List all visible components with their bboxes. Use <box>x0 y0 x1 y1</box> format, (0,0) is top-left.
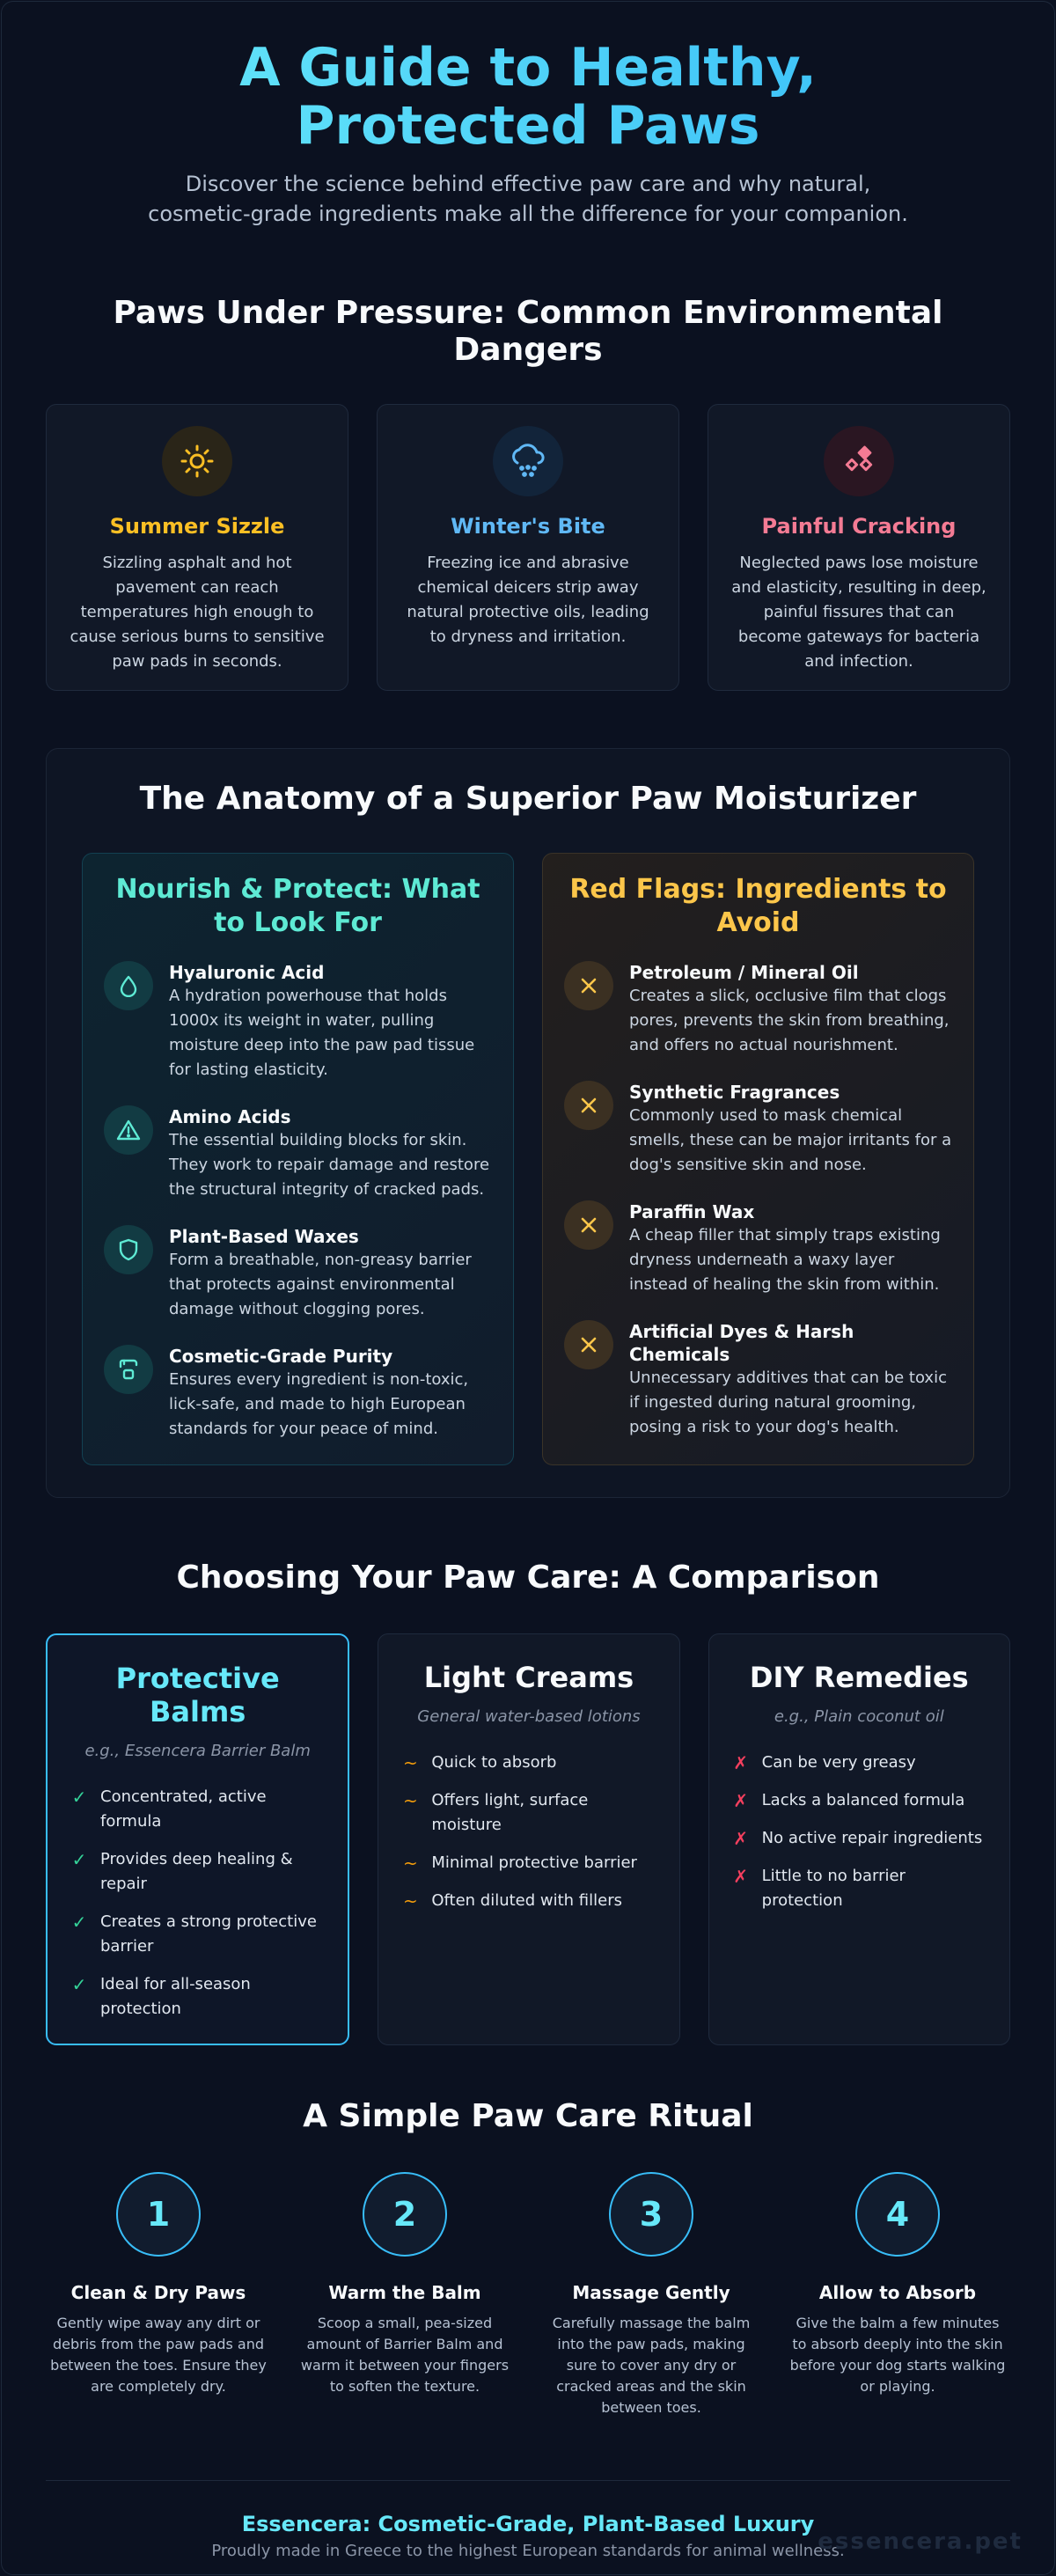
step-title: Warm the Balm <box>328 2282 481 2303</box>
check-icon: ✓ <box>71 1849 87 1870</box>
list-item-text: Often diluted with fillers <box>431 1891 622 1910</box>
list-item-text: Creates a strong protective barrier <box>100 1912 317 1956</box>
good-ingredients-title: Nourish & Protect: What to Look For <box>115 874 480 938</box>
list-item <box>70 1847 325 1897</box>
ingredient-name: Petroleum / Mineral Oil <box>629 962 859 983</box>
ingredient-item <box>104 1345 492 1442</box>
ingredient-text: Commonly used to mask chemical smells, these can be major irritants for a dog's sensitive skin and nose. <box>629 1106 952 1174</box>
ingredient-text: A cheap filler that simply traps existing dryness underneath a waxy layer instead of healing the skin from within. <box>629 1226 941 1294</box>
ingredient-text: Creates a slick, occlusive film that clogs pores, prevents the skin from breathing, and offers no actual nourishment. <box>629 987 950 1054</box>
ritual-step <box>785 2172 1010 2418</box>
step-text: Give the balm a few minutes to absorb deeply into the skin before your dog starts walking or playing. <box>789 2315 1006 2395</box>
danger-card-cracking <box>708 404 1010 691</box>
shield-icon <box>104 1225 153 1274</box>
page-title: A Guide to Healthy, Protected Paws <box>88 39 968 155</box>
x-icon <box>564 1200 613 1250</box>
comparison-card-title: DIY Remedies <box>749 1661 969 1694</box>
x-icon <box>564 961 613 1010</box>
comparison-card-title: Light Creams <box>423 1661 634 1694</box>
list-item <box>401 1750 656 1775</box>
page-header <box>2 2 1054 229</box>
step-number: 1 <box>116 2172 201 2257</box>
infographic-page <box>1 1 1055 2575</box>
step-title: Clean & Dry Paws <box>70 2282 246 2303</box>
cross-icon: ✗ <box>733 1752 749 1773</box>
anatomy-section-title: The Anatomy of a Superior Paw Moisturizer <box>139 781 917 817</box>
ingredient-text: Unnecessary additives that can be toxic if ingested during natural grooming, posing a risk to your dog's health. <box>629 1369 947 1436</box>
comparison-card-example: General water-based lotions <box>417 1707 641 1726</box>
comparison-card-diy <box>708 1633 1010 2045</box>
danger-card-summer <box>46 404 348 691</box>
danger-card-winter <box>377 404 679 691</box>
list-item-text: Little to no barrier protection <box>761 1867 906 1910</box>
danger-title: Summer Sizzle <box>109 514 285 539</box>
ingredient-text: The essential building blocks for skin. They work to repair damage and restore the structural integrity of cracked pads. <box>169 1131 490 1199</box>
danger-title: Painful Cracking <box>761 514 957 539</box>
comparison-card-example: e.g., Essencera Barrier Balm <box>84 1742 311 1760</box>
list-item-text: Can be very greasy <box>761 1753 916 1772</box>
tilde-icon: ~ <box>402 1790 418 1811</box>
check-icon: ✓ <box>71 1787 87 1808</box>
droplet-icon <box>104 961 153 1010</box>
comparison-grid <box>46 1633 1010 2045</box>
dangers-section-title: Paws Under Pressure: Common Environmental Dangers <box>113 295 943 368</box>
list-item <box>732 1750 986 1775</box>
watermark: essencera.pet <box>818 2528 1023 2555</box>
ingredient-item <box>564 961 952 1058</box>
ritual-steps <box>46 2172 1010 2418</box>
ingredient-item <box>104 961 492 1083</box>
good-ingredients-panel <box>82 853 514 1465</box>
ingredient-name: Amino Acids <box>169 1106 291 1127</box>
list-item <box>70 1785 325 1834</box>
x-icon <box>564 1081 613 1130</box>
comparison-list <box>70 1785 325 2022</box>
check-icon: ✓ <box>71 1974 87 1995</box>
ritual-section-title: A Simple Paw Care Ritual <box>303 2098 753 2134</box>
list-item-text: Minimal protective barrier <box>431 1853 637 1872</box>
danger-text: Neglected paws lose moisture and elasticity, resulting in deep, painful fissures that can become gateways for bacteria and infection. <box>731 554 986 671</box>
warning-triangle-icon <box>104 1105 153 1155</box>
check-icon: ✓ <box>71 1912 87 1933</box>
cracking-icon <box>824 426 894 496</box>
ingredient-item <box>564 1320 952 1440</box>
ingredient-name: Plant-Based Waxes <box>169 1226 359 1247</box>
x-icon <box>564 1320 613 1369</box>
snow-cloud-icon <box>493 426 563 496</box>
ingredient-item <box>104 1225 492 1322</box>
list-item <box>732 1826 986 1851</box>
ingredient-text: Ensures every ingredient is non-toxic, lick-safe, and made to high European standards for your peace of mind. <box>169 1370 469 1438</box>
cross-icon: ✗ <box>733 1828 749 1849</box>
cross-icon: ✗ <box>733 1790 749 1811</box>
footer-brand: Essencera: Cosmetic-Grade, Plant-Based Luxury <box>241 2512 815 2536</box>
danger-title: Winter's Bite <box>451 514 605 539</box>
list-item-text: Offers light, surface moisture <box>431 1791 589 1834</box>
comparison-card-title: Protective Balms <box>115 1662 280 1728</box>
list-item-text: No active repair ingredients <box>761 1829 983 1847</box>
ingredient-text: A hydration powerhouse that holds 1000x its weight in water, pulling moisture deep into the paw pad tissue for lasting elasticity. <box>169 987 475 1079</box>
list-item <box>401 1851 656 1875</box>
tilde-icon: ~ <box>402 1853 418 1874</box>
dangers-grid <box>46 404 1010 691</box>
ingredient-name: Artificial Dyes & Harsh Chemicals <box>629 1321 854 1365</box>
tilde-icon: ~ <box>402 1752 418 1773</box>
step-title: Allow to Absorb <box>818 2282 977 2303</box>
list-item-text: Provides deep healing & repair <box>100 1850 293 1893</box>
step-number: 2 <box>363 2172 447 2257</box>
list-item <box>401 1889 656 1913</box>
ingredient-text: Form a breathable, non-greasy barrier that protects against environmental damage without clogging pores. <box>169 1251 472 1318</box>
jar-icon <box>104 1345 153 1394</box>
anatomy-section <box>46 748 1010 1498</box>
ingredient-columns <box>82 853 974 1465</box>
comparison-card-creams <box>378 1633 679 2045</box>
list-item <box>732 1788 986 1813</box>
tilde-icon: ~ <box>402 1890 418 1912</box>
ingredient-name: Synthetic Fragrances <box>629 1082 840 1103</box>
list-item <box>70 1972 325 2022</box>
ingredient-item <box>564 1200 952 1297</box>
step-text: Scoop a small, pea-sized amount of Barrier Balm and warm it between your fingers to soften the texture. <box>300 2315 510 2395</box>
step-text: Carefully massage the balm into the paw pads, making sure to cover any dry or cracked areas and the skin between toes. <box>552 2315 751 2416</box>
danger-text: Sizzling asphalt and hot pavement can reach temperatures high enough to cause serious burns to sensitive paw pads in seconds. <box>70 554 325 671</box>
list-item <box>732 1864 986 1913</box>
comparison-list <box>401 1750 656 1913</box>
ritual-step <box>292 2172 517 2418</box>
bad-ingredients-panel <box>542 853 974 1465</box>
list-item-text: Concentrated, active formula <box>100 1787 267 1831</box>
cross-icon: ✗ <box>733 1866 749 1887</box>
comparison-card-example: e.g., Plain coconut oil <box>774 1707 944 1726</box>
step-title: Massage Gently <box>572 2282 730 2303</box>
ingredient-name: Paraffin Wax <box>629 1201 755 1222</box>
list-item <box>70 1910 325 1959</box>
list-item-text: Ideal for all-season protection <box>100 1975 251 2018</box>
page-subtitle: Discover the science behind effective paw care and why natural, cosmetic-grade ingredients make all the difference for your companion. <box>148 172 908 226</box>
comparison-list <box>732 1750 986 1913</box>
step-text: Gently wipe away any dirt or debris from the paw pads and between the toes. Ensure they are completely dry. <box>50 2315 267 2395</box>
bad-ingredients-title: Red Flags: Ingredients to Avoid <box>569 874 947 938</box>
list-item-text: Lacks a balanced formula <box>761 1791 965 1809</box>
ingredient-name: Cosmetic-Grade Purity <box>169 1346 393 1367</box>
list-item-text: Quick to absorb <box>431 1753 557 1772</box>
comparison-card-balms <box>46 1633 349 2045</box>
ritual-step <box>46 2172 271 2418</box>
ingredient-item <box>564 1081 952 1178</box>
ritual-step <box>539 2172 764 2418</box>
step-number: 3 <box>609 2172 693 2257</box>
list-item <box>401 1788 656 1838</box>
sun-icon <box>162 426 232 496</box>
ingredient-name: Hyaluronic Acid <box>169 962 325 983</box>
danger-text: Freezing ice and abrasive chemical deicers strip away natural protective oils, leading to dryness and irritation. <box>407 554 649 646</box>
comparison-section-title: Choosing Your Paw Care: A Comparison <box>176 1560 880 1596</box>
step-number: 4 <box>855 2172 940 2257</box>
ingredient-item <box>104 1105 492 1202</box>
footer-note: Proudly made in Greece to the highest European standards for animal wellness. <box>211 2542 845 2560</box>
